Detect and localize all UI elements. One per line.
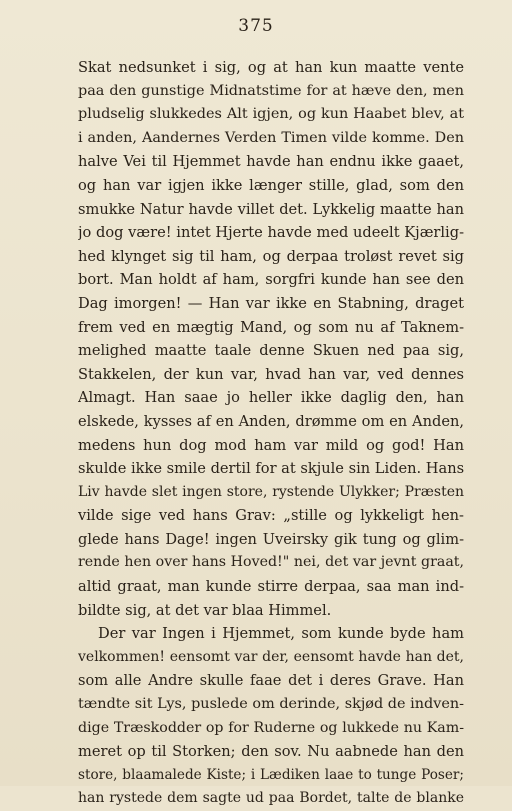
text-line: velkommen! eensomt var der, eensomt havde han det, xyxy=(78,648,464,665)
text-line: Almagt. Han saae jo heller ikke daglig den, han xyxy=(78,389,464,407)
text-line: rende hen over hans Hoved!" nei, det var jevnt graat, xyxy=(78,554,464,571)
text-line: bort. Man holdt af ham, sorgfri kunde han see den xyxy=(78,271,464,289)
text-line: dige Træskodder op for Ruderne og lukkede nu Kam- xyxy=(78,719,464,736)
text-line: altid graat, man kunde stirre derpaa, saa man ind- xyxy=(78,578,464,596)
text-line: store, blaamalede Kiste; i Lædiken laae to tunge Poser; xyxy=(78,766,464,783)
text-line: Stakkelen, der kun var, hvad han var, ved dennes xyxy=(78,365,464,383)
text-line: Skat nedsunket i sig, og at han kun maatte vente xyxy=(78,59,464,76)
body-text xyxy=(78,56,464,811)
page-number: 375 xyxy=(238,16,274,36)
text-line: og han var igjen ikke længer stille, glad, som den xyxy=(78,176,464,194)
text-line: Dag imorgen! — Han var ikke en Stabning, draget xyxy=(78,294,464,312)
text-line: melighed maatte taale denne Skuen ned paa sig, xyxy=(78,342,464,360)
text-line: jo dog være! intet Hjerte havde med udeelt Kjærlig- xyxy=(78,224,464,242)
text-line: i anden, Aandernes Verden Timen vilde komme. Den xyxy=(78,129,464,146)
text-line: medens hun dog mod ham var mild og god! Han xyxy=(78,436,464,454)
text-line: han rystede dem sagte ud paa Bordet, talte de blanke xyxy=(78,790,464,807)
text-line: halve Vei til Hjemmet havde han endnu ikke gaaet, xyxy=(78,153,464,171)
text-line: som alle Andre skulle faae det i deres Grave. Han xyxy=(78,672,464,690)
text-line: meret op til Storken; den sov. Nu aabnede han den xyxy=(78,743,464,761)
text-line: smukke Natur havde villet det. Lykkelig maatte han xyxy=(78,200,464,218)
text-line: bildte sig, at det var blaa Himmel. xyxy=(78,601,332,619)
text-line: tændte sit Lys, puslede om derinde, skjød de indven- xyxy=(78,696,464,713)
text-line: paa den gunstige Midnatstime for at hæve den, men xyxy=(78,82,464,99)
text-line: hed klynget sig til ham, og derpaa troløst revet sig xyxy=(78,247,464,265)
text-line: Der var Ingen i Hjemmet, som kunde byde ham xyxy=(98,625,464,643)
text-line: elskede, kysses af en Anden, drømme om en Anden, xyxy=(78,412,464,430)
text-line: skulde ikke smile dertil for at skjule sin Liden. Hans xyxy=(78,460,464,478)
text-line: vilde sige ved hans Grav: „stille og lykkeligt hen- xyxy=(78,507,464,525)
text-line: pludselig slukkedes Alt igjen, og kun Haabet blev, at xyxy=(78,106,464,123)
text-line: glede hans Dage! ingen Uveirsky gik tung og glim- xyxy=(78,530,464,548)
text-line: Liv havde slet ingen store, rystende Ulykker; Præsten xyxy=(78,483,464,500)
text-line: frem ved en mægtig Mand, og som nu af Taknem- xyxy=(78,318,464,336)
